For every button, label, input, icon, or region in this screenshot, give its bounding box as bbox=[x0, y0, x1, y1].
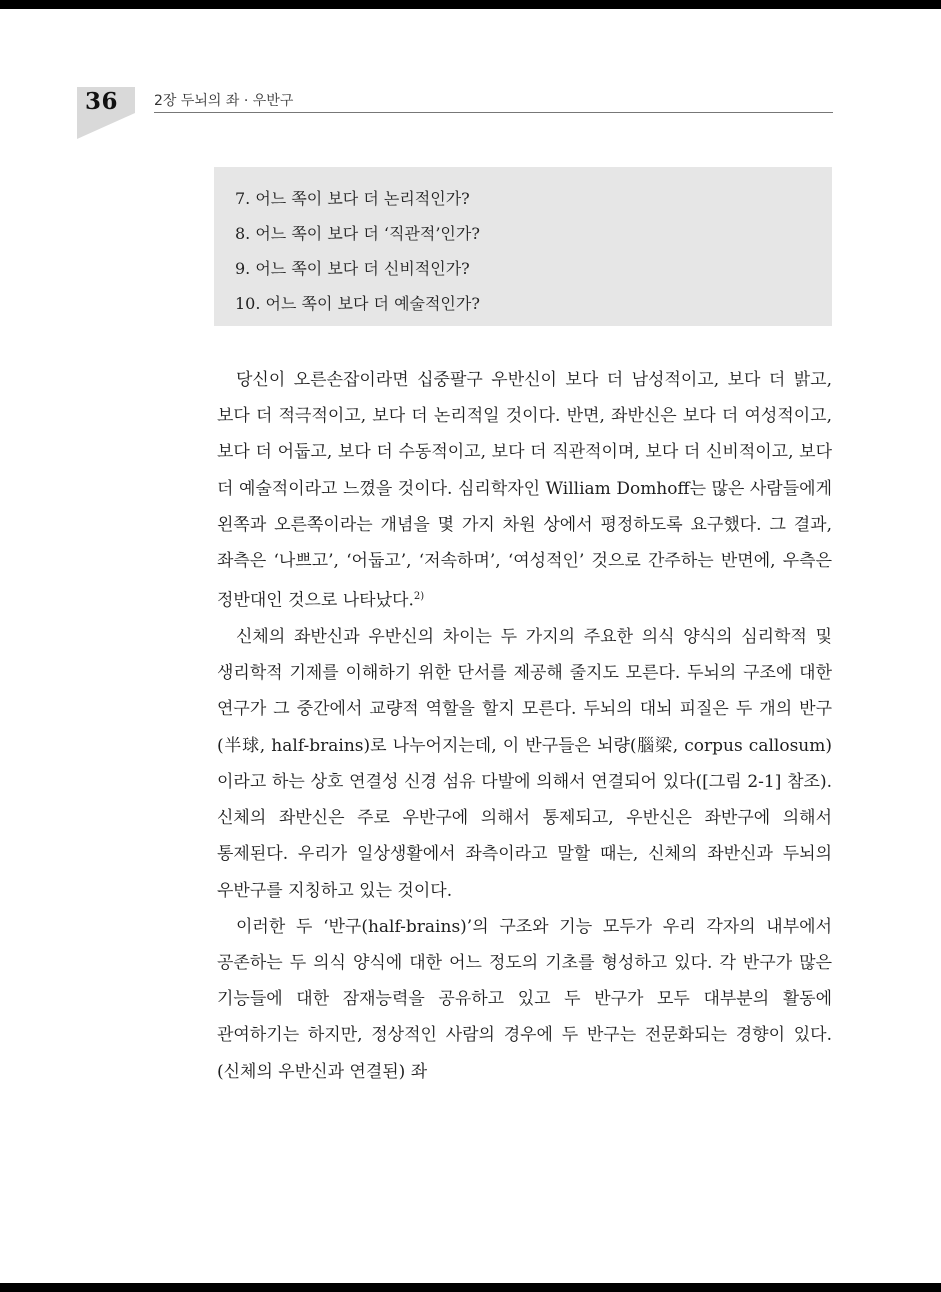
question-box bbox=[214, 167, 832, 326]
paragraph-1 bbox=[217, 362, 832, 619]
body-text bbox=[217, 362, 832, 1090]
bottom-border bbox=[0, 1283, 941, 1292]
running-header-title: 2장 두뇌의 좌 · 우반구 bbox=[154, 93, 294, 109]
paragraph-1-text: 당신이 오른손잡이라면 십중팔구 우반신이 보다 더 남성적이고, 보다 더 밝고, 보다 더 적극적이고, 보다 더 논리적일 것이다. 반면, 좌반신은 보다 더 여성적이고, 보다 더 어둡고, 보다 더 수동적이고, 보다 더 직관적이며, 보다 더 신비적이고, 보다 더 예술적이라고 느꼈을 것이다. 심리학자인 William Domhoff는 많은 사람들에게 왼쪽과 오른쪽이라는 개념을 몇 가지 차원 상에서 평정하도록 요구했다. 그 결과, 좌측은 ‘나쁘고’, ‘어둡고’, ‘저속하며’, ‘여성적인’ 것으로 간주하는 반면에, 우측은 정반대인 것으로 나타났다. bbox=[217, 370, 832, 611]
top-border bbox=[0, 0, 941, 9]
question-line: 10. 어느 쪽이 보다 더 예술적인가? bbox=[235, 294, 480, 313]
question-line: 8. 어느 쪽이 보다 더 ‘직관적’인가? bbox=[235, 224, 480, 243]
header-rule bbox=[154, 112, 833, 113]
question-line: 7. 어느 쪽이 보다 더 논리적인가? bbox=[235, 189, 470, 208]
paragraph-2: 신체의 좌반신과 우반신의 차이는 두 가지의 주요한 의식 양식의 심리학적 및 생리학적 기제를 이해하기 위한 단서를 제공해 줄지도 모른다. 두뇌의 구조에 대한 연구가 그 중간에서 교량적 역할을 할지 모른다. 두뇌의 대뇌 피질은 두 개의 반구(半球, half-brains)로 나누어지는데, 이 반구들은 뇌량(腦梁, corpus callosum)이라고 하는 상호 연결성 신경 섬유 다발에 의해서 연결되어 있다([그림 2-1] 참조). 신체의 좌반신은 주로 우반구에 의해서 통제되고, 우반신은 좌반구에 의해서 통제된다. 우리가 일상생활에서 좌측이라고 말할 때는, 신체의 좌반신과 두뇌의 우반구를 지칭하고 있는 것이다. bbox=[217, 627, 832, 901]
footnote-ref: 2) bbox=[413, 591, 425, 603]
page-number: 36 bbox=[85, 88, 119, 115]
question-line: 9. 어느 쪽이 보다 더 신비적인가? bbox=[235, 259, 470, 278]
paragraph-3: 이러한 두 ‘반구(half-brains)’의 구조와 기능 모두가 우리 각자의 내부에서 공존하는 두 의식 양식에 대한 어느 정도의 기초를 형성하고 있다. 각 반구가 많은 기능들에 대한 잠재능력을 공유하고 있고 두 반구가 모두 대부분의 활동에 관여하기는 하지만, 정상적인 사람의 경우에 두 반구는 전문화되는 경향이 있다. (신체의 우반신과 연결된) 좌 bbox=[217, 916, 832, 1082]
